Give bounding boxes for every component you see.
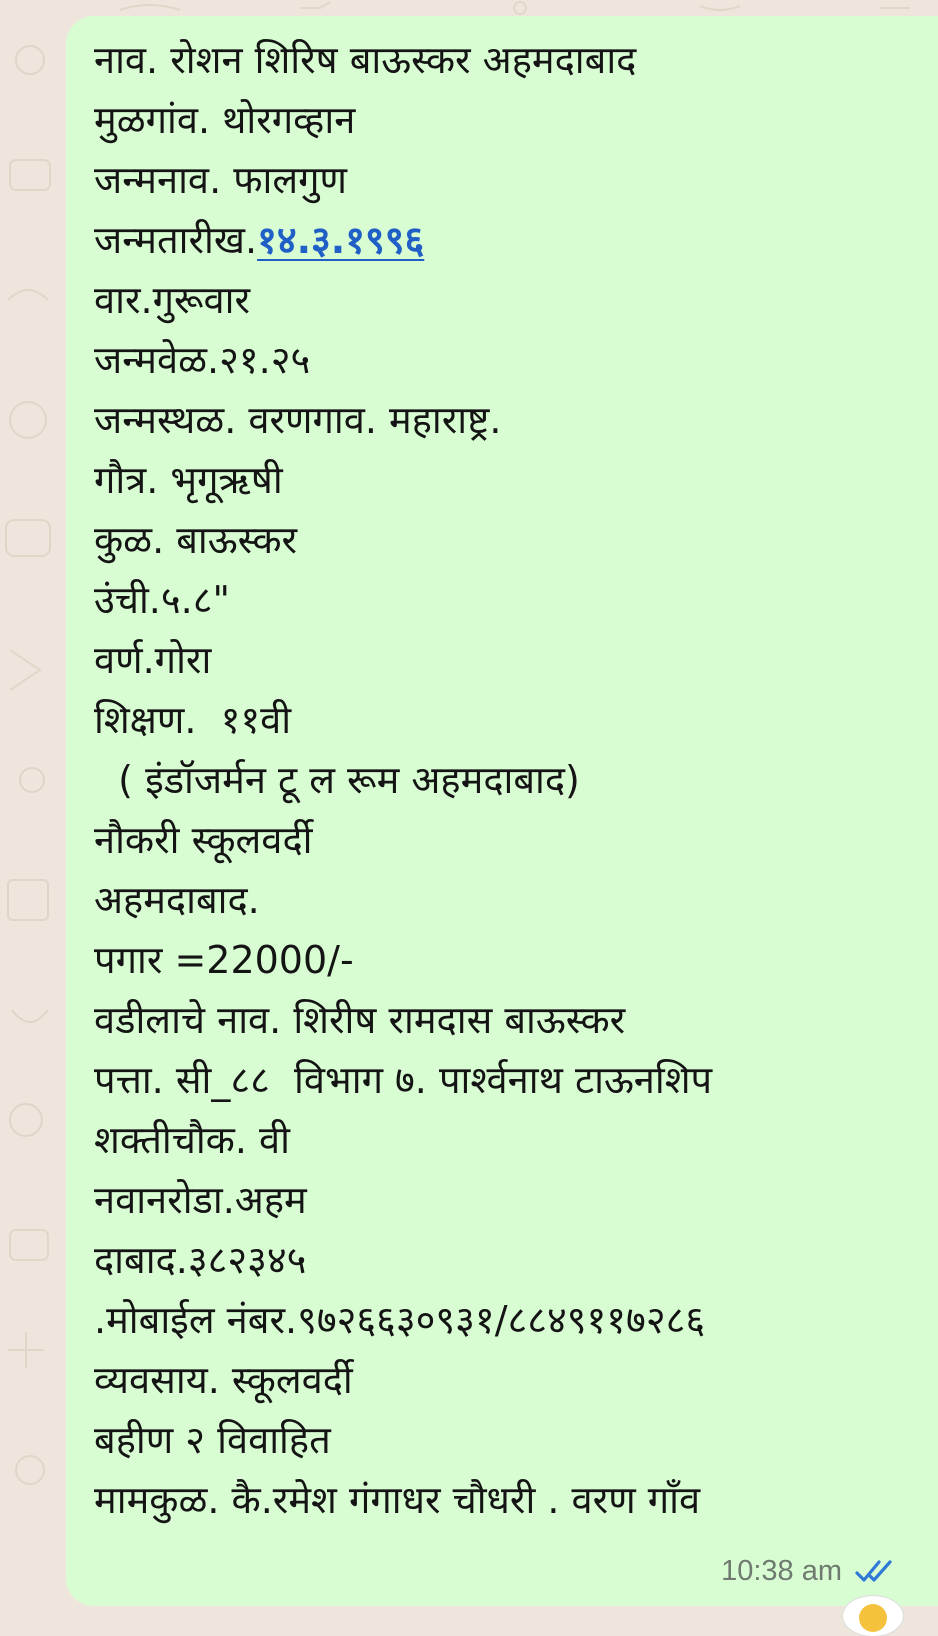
message-line xyxy=(94,690,924,750)
message-line-text: पगार =22000/- xyxy=(94,938,354,982)
smiley-icon xyxy=(859,1604,887,1632)
message-line-text: ( इंडॉजर्मन टू ल रूम अहमदाबाद) xyxy=(94,758,580,802)
message-line-text: जन्मवेळ.२१.२५ xyxy=(94,338,311,382)
message-line-text: जन्मतारीख. xyxy=(94,218,258,262)
message-line-text: .मोबाईल नंबर.९७२६६३०९३१/८८४९११७२८६ xyxy=(94,1298,706,1342)
message-line xyxy=(94,510,924,570)
message-line xyxy=(94,330,924,390)
message-line-text: जन्मनाव. फालगुण xyxy=(94,158,347,202)
message-line xyxy=(94,930,924,990)
message-line xyxy=(94,30,924,90)
message-line xyxy=(94,750,924,810)
message-line-text: बहीण २ विवाहित xyxy=(94,1418,331,1462)
message-line-text: उंची.५.८" xyxy=(94,578,230,622)
message-line xyxy=(94,1050,924,1110)
message-line xyxy=(94,570,924,630)
message-line-text: नाव. रोशन शिरिष बाऊस्कर अहमदाबाद xyxy=(94,38,637,82)
message-line-text: कुळ. बाऊस्कर xyxy=(94,518,298,562)
message-line-text: मुळगांव. थोरगव्हान xyxy=(94,98,356,142)
message-line xyxy=(94,1350,924,1410)
message-text[interactable] xyxy=(94,30,924,1530)
message-line-text: वर्ण.गोरा xyxy=(94,638,212,682)
message-line xyxy=(94,150,924,210)
message-line-text: जन्मस्थळ. वरणगाव. महाराष्ट्र. xyxy=(94,398,502,442)
message-line-text: व्यवसाय. स्कूलवर्दी xyxy=(94,1358,353,1402)
message-line-text: गौत्र. भृगूऋषी xyxy=(94,458,283,502)
message-line xyxy=(94,270,924,330)
message-meta xyxy=(721,1553,898,1589)
message-line xyxy=(94,210,924,270)
message-line xyxy=(94,990,924,1050)
message-line-text: पत्ता. सी_८८ विभाग ७. पार्श्वनाथ टाऊनशिप xyxy=(94,1058,713,1102)
message-line xyxy=(94,1230,924,1290)
message-line-text: अहमदाबाद. xyxy=(94,878,260,922)
message-line-text: मामकुळ. कै.रमेश गंगाधर चौधरी . वरण गाँव xyxy=(94,1478,701,1522)
message-line-text: नवानरोडा.अहम xyxy=(94,1178,307,1222)
double-check-read-icon xyxy=(854,1557,898,1585)
date-link[interactable]: १४.३.१९९६ xyxy=(257,218,425,262)
message-line xyxy=(94,450,924,510)
message-line xyxy=(94,1410,924,1470)
message-line xyxy=(94,1470,924,1530)
message-line xyxy=(94,1290,924,1350)
message-line xyxy=(94,1170,924,1230)
reaction-emoji-button[interactable] xyxy=(843,1596,903,1636)
message-line xyxy=(94,1110,924,1170)
message-line-text: शक्तीचौक. वी xyxy=(94,1118,290,1162)
message-line-text: वडीलाचे नाव. शिरीष रामदास बाऊस्कर xyxy=(94,998,626,1042)
message-line xyxy=(94,870,924,930)
message-line xyxy=(94,810,924,870)
message-line xyxy=(94,630,924,690)
message-line-text: नौकरी स्कूलवर्दी xyxy=(94,818,313,862)
message-line xyxy=(94,90,924,150)
message-line-text: वार.गुरूवार xyxy=(94,278,251,322)
message-timestamp: 10:38 am xyxy=(721,1554,842,1587)
message-line-text: शिक्षण. ११वी xyxy=(94,698,292,742)
message-line-text: दाबाद.३८२३४५ xyxy=(94,1238,307,1282)
message-line xyxy=(94,390,924,450)
